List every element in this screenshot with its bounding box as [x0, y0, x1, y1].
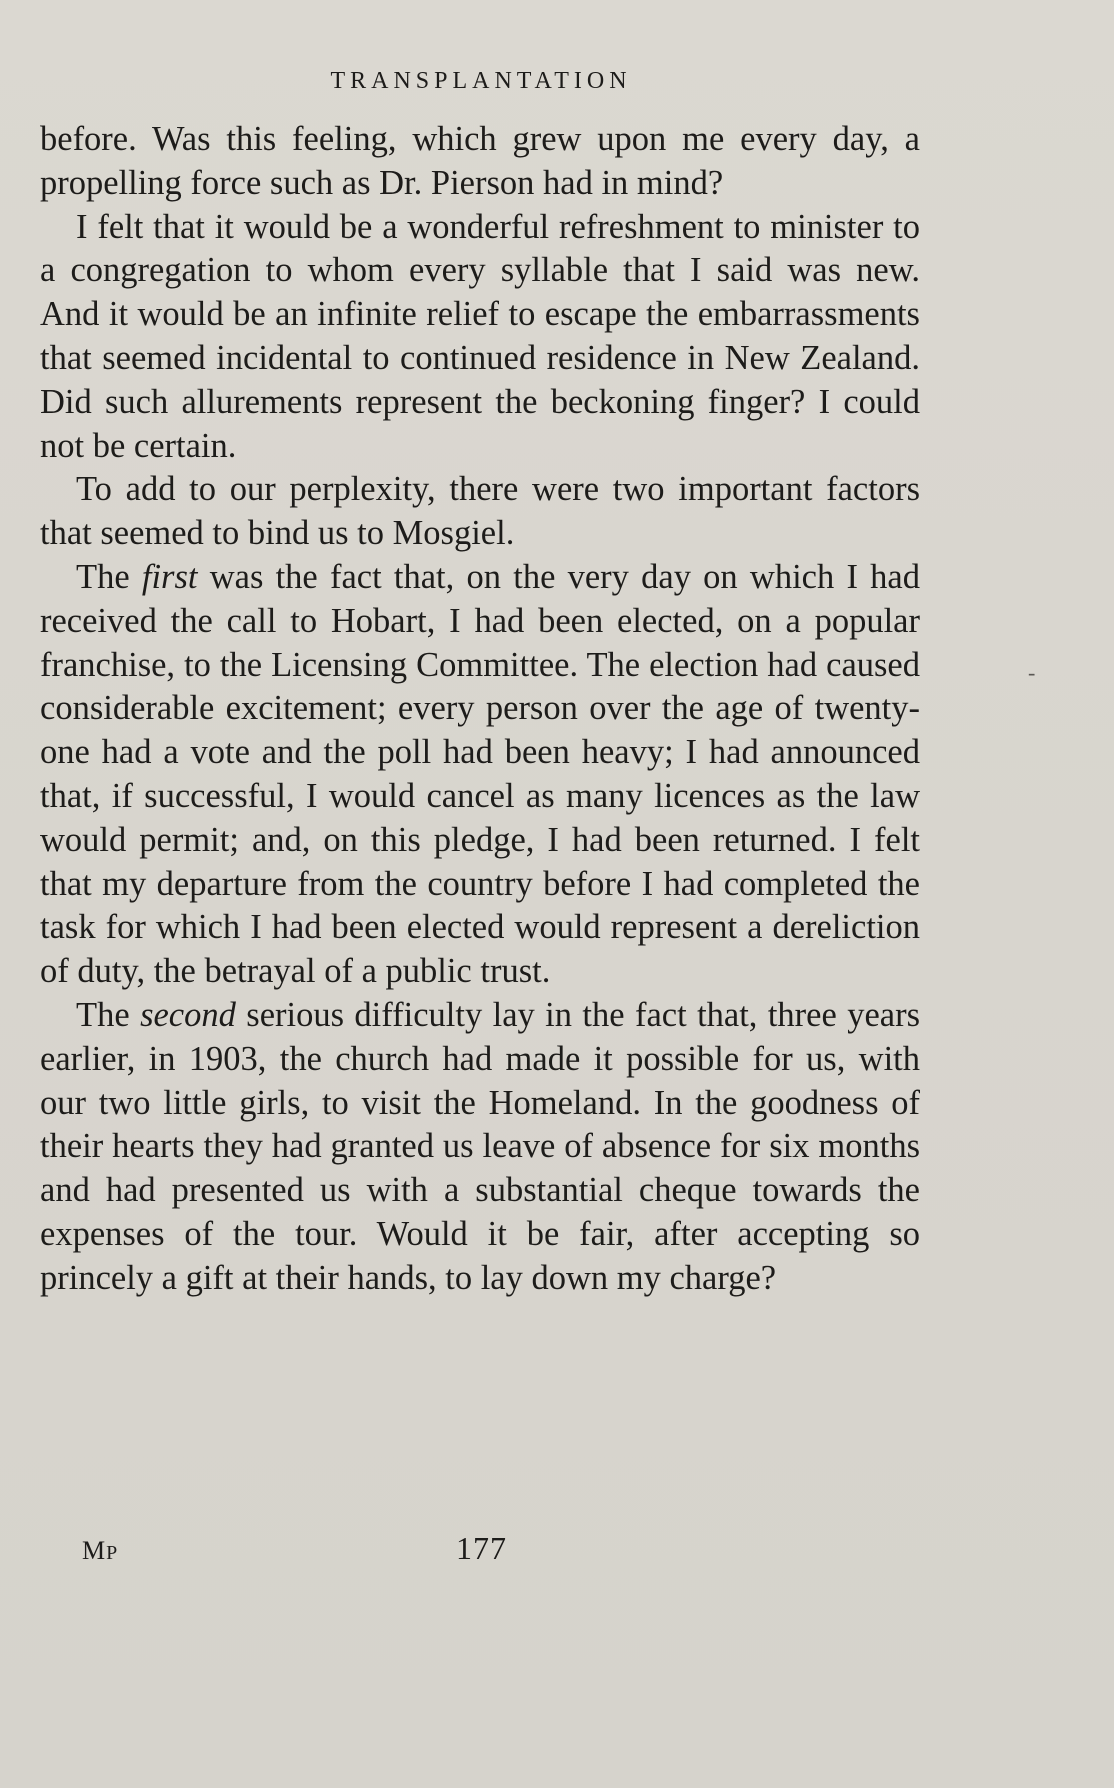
- paragraph: [40, 468, 920, 556]
- text-segment: was the fact that, on the very day on which I had received the call to Hobart, I had been elected, on a popular franchise, to the Licensing Committee. The election had caused considerable excitement; every person over the age of twenty-one had a vote and the poll had been heavy; I had announced that, if successful, I would cancel as many licences as the law would permit; and, on this pledge, I had been returned. I felt that my departure from the country before I had completed the task for which I had been elected would represent a dereliction of duty, the betrayal of a public trust.: [40, 557, 920, 991]
- paragraph: [40, 206, 920, 469]
- text-segment: The: [76, 557, 142, 596]
- page-footer: [0, 1530, 1114, 1574]
- text-segment: To add to our perplexity, there were two important factors that seemed to bind us to Mosgiel.: [40, 470, 920, 553]
- body-text: [40, 118, 920, 1301]
- signature-mark: [82, 1536, 118, 1566]
- paragraph: [40, 118, 920, 206]
- text-segment: before. Was this feeling, which grew upon me every day, a propelling force such as Dr. Pierson had in mind?: [40, 120, 920, 202]
- page-number: 177: [456, 1530, 507, 1566]
- signature-mark-small: P: [106, 1542, 119, 1564]
- signature-mark-capital: M: [82, 1536, 107, 1565]
- italic-emphasis: second: [140, 995, 236, 1034]
- paragraph: [40, 556, 920, 994]
- margin-mark: -: [1028, 660, 1036, 685]
- italic-emphasis: first: [141, 557, 198, 596]
- text-segment: I felt that it would be a wonderful refreshment to minister to a congregation to whom every syllable that I said was new. And it would be an infinite relief to escape the embarrassments that seemed incidental to continued residence in New Zealand. Did such allurements represent the beckoning finger? I could not be certain.: [40, 207, 920, 465]
- paragraph: [40, 994, 920, 1301]
- running-head: TRANSPLANTATION: [330, 68, 632, 94]
- text-segment: The: [76, 995, 141, 1034]
- text-segment: serious difficulty lay in the fact that, three years earlier, in 1903, the church had made it possible for us, with our two little girls, to visit the Homeland. In the goodness of their hearts they had granted us leave of absence for six months and had presented us with a substantial cheque towards the expenses of the tour. Would it be fair, after accepting so princely a gift at their hands, to lay down my charge?: [40, 995, 920, 1297]
